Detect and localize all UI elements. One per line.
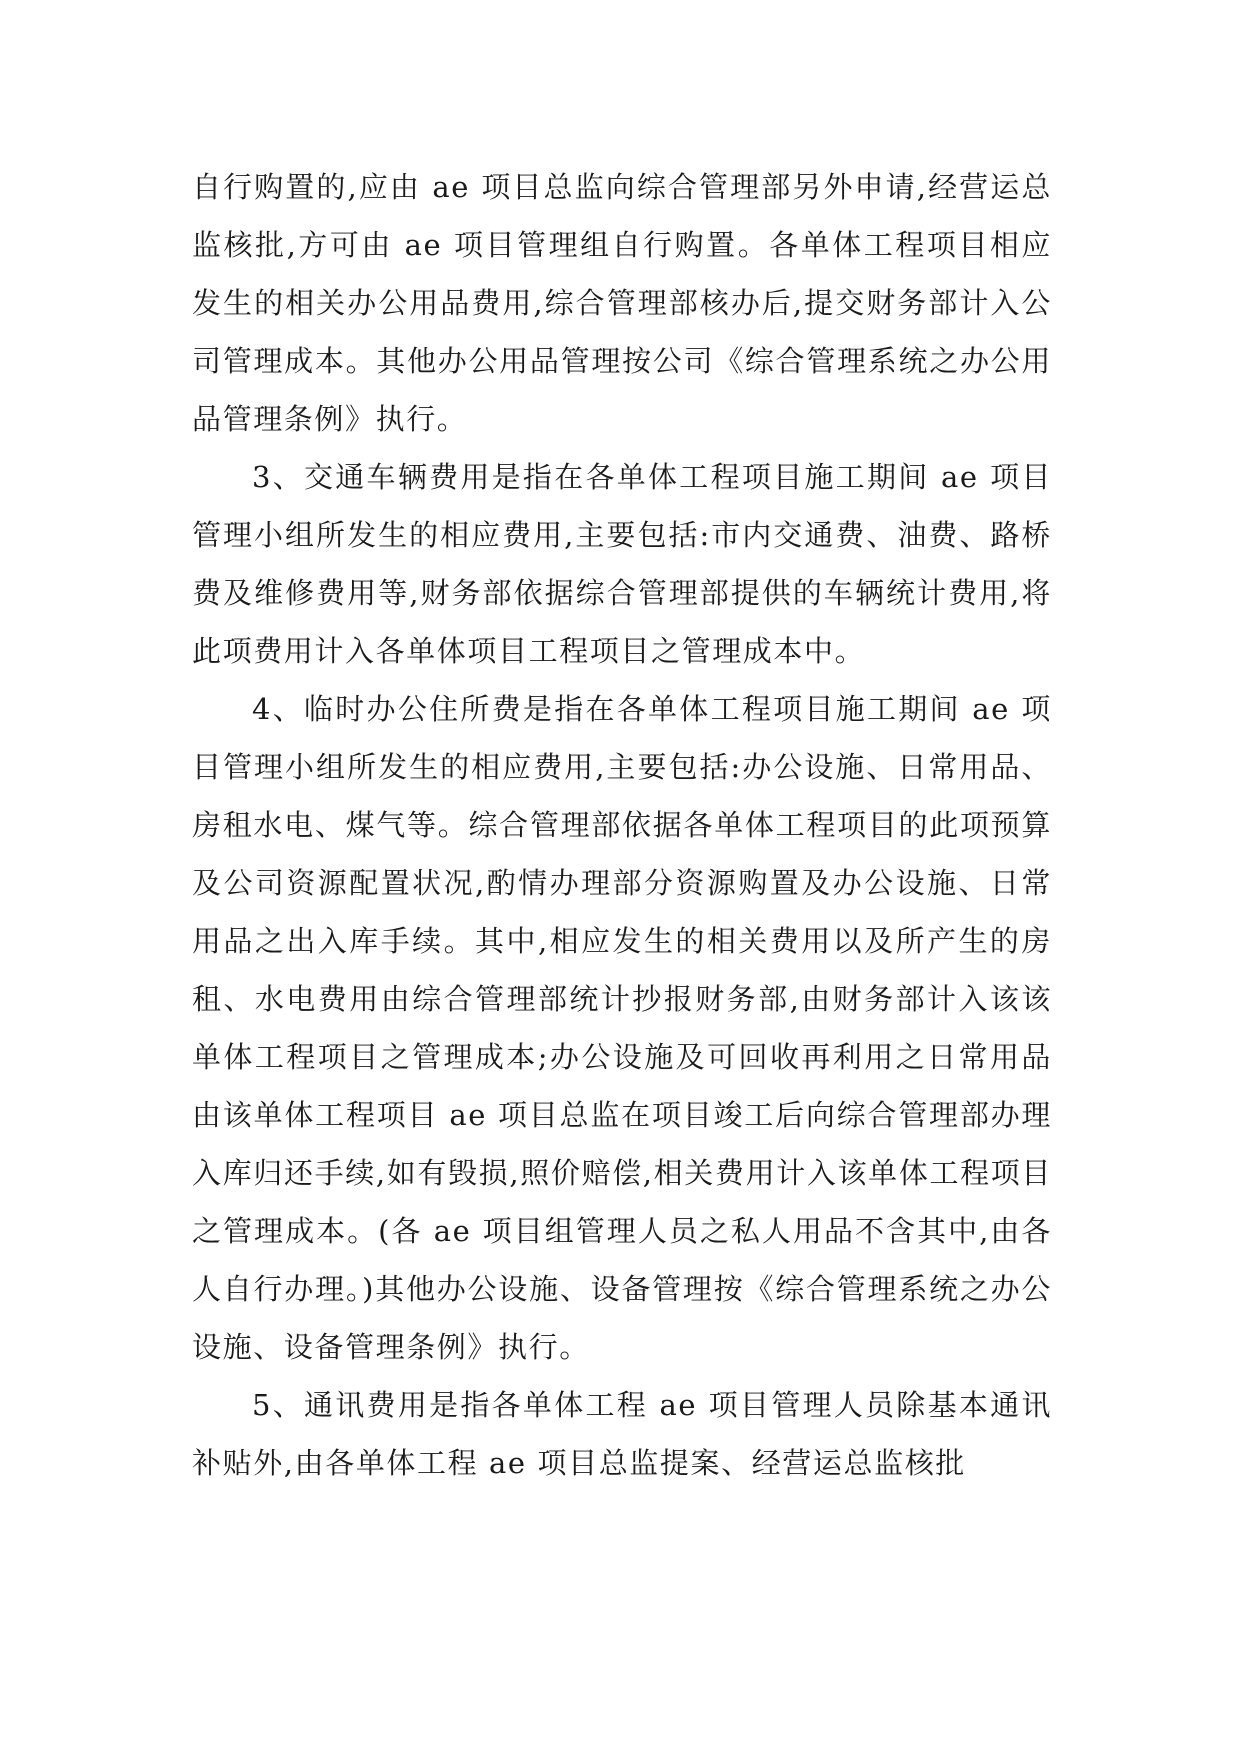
paragraph-temporary-office-costs: 4、临时办公住所费是指在各单体工程项目施工期间 ae 项目管理小组所发生的相应费用,主要包括:办公设施、日常用品、房租水电、煤气等。综合管理部依据各单体工程项目的此项预算及公司资源配置状况,酌情办理部分资源购置及办公设施、日常用品之出入库手续。其中,相应发生的相关费用以及所产生的房租、水电费用由综合管理部统计抄报财务部,由财务部计入该该单体工程项目之管理成本;办公设施及可回收再利用之日常用品由该单体工程项目 ae 项目总监在项目竣工后向综合管理部办理入库归还手续,如有毁损,照价赔偿,相关费用计入该单体工程项目之管理成本。(各 ae 项目组管理人员之私人用品不含其中,由各人自行办理。)其他办公设施、设备管理按《综合管理系统之办公设施、设备管理条例》执行。 bbox=[192, 692, 1052, 1364]
paragraph-office-supplies: 自行购置的,应由 ae 项目总监向综合管理部另外申请,经营运总监核批,方可由 ae 项目管理组自行购置。各单体工程项目相应发生的相关办公用品费用,综合管理部核办后,提交财务部计入公司管理成本。其他办公用品管理按公司《综合管理系统之办公用品管理条例》执行。 bbox=[192, 170, 1052, 436]
paragraph-communication-costs: 5、通讯费用是指各单体工程 ae 项目管理人员除基本通讯补贴外,由各单体工程 ae 项目总监提案、经营运总监核批 bbox=[192, 1388, 1052, 1480]
document-page bbox=[192, 158, 1052, 1492]
paragraph-vehicle-costs: 3、交通车辆费用是指在各单体工程项目施工期间 ae 项目管理小组所发生的相应费用,主要包括:市内交通费、油费、路桥费及维修费用等,财务部依据综合管理部提供的车辆统计费用,将此项费用计入各单体项目工程项目之管理成本中。 bbox=[192, 460, 1052, 668]
